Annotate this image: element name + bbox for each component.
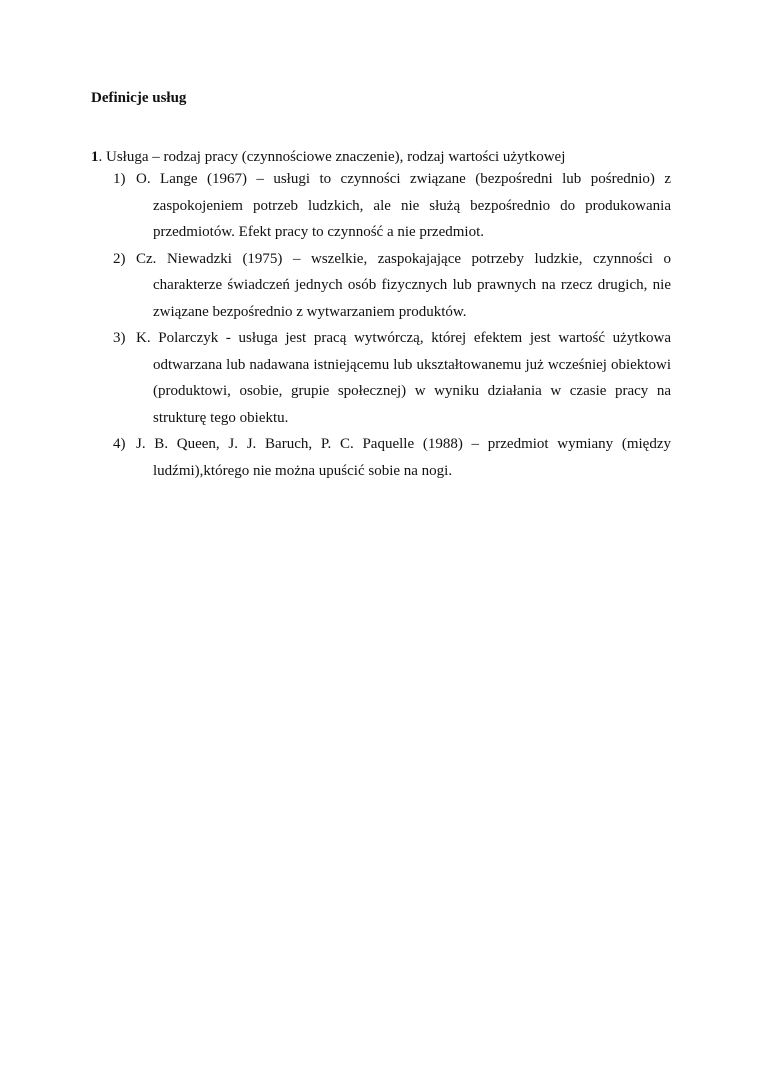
intro-number: 1 <box>91 149 99 165</box>
list-item-text: O. Lange (1967) – usługi to czynności związane (bezpośredni lub pośrednio) z zaspokojeniem potrzeb ludzkich, ale nie służą bezpośrednio do produkowania przedmiotów. Efekt pracy to czynność a nie przedmiot. <box>136 171 671 240</box>
list-item-text: K. Polarczyk - usługa jest pracą wytwórczą, której efektem jest wartość użytkowa odtwarzana lub nadawana istniejącemu lub ukształtowanemu już wcześniej obiektowi (produktowi, osobie, grupie społecznej) w wyniku działania w czasie pracy na strukturę tego obiektu. <box>136 330 671 426</box>
list-marker: 4) <box>113 436 126 452</box>
list-marker: 3) <box>113 330 126 346</box>
list-item <box>91 325 671 431</box>
list-item-text: J. B. Queen, J. J. Baruch, P. C. Paquelle (1988) – przedmiot wymiany (między ludźmi),którego nie można upuścić sobie na nogi. <box>136 436 671 479</box>
list-marker: 2) <box>113 250 126 267</box>
list-item <box>91 246 671 326</box>
list-item-text: Cz. Niewadzki (1975) – wszelkie, zaspokajające potrzeby ludzkie, czynności o charakterze świadczeń jednych osób fizycznych lub prawnych na rzecz drugich, nie związane bezpośrednio z wytwarzaniem produktów. <box>136 250 671 320</box>
definitions-list <box>91 166 671 484</box>
page-title: Definicje usług <box>91 90 187 106</box>
list-item <box>91 431 671 484</box>
list-item <box>91 166 671 246</box>
list-marker: 1) <box>113 171 126 187</box>
intro-text: . Usługa – rodzaj pracy (czynnościowe znaczenie), rodzaj wartości użytkowej <box>98 149 566 165</box>
